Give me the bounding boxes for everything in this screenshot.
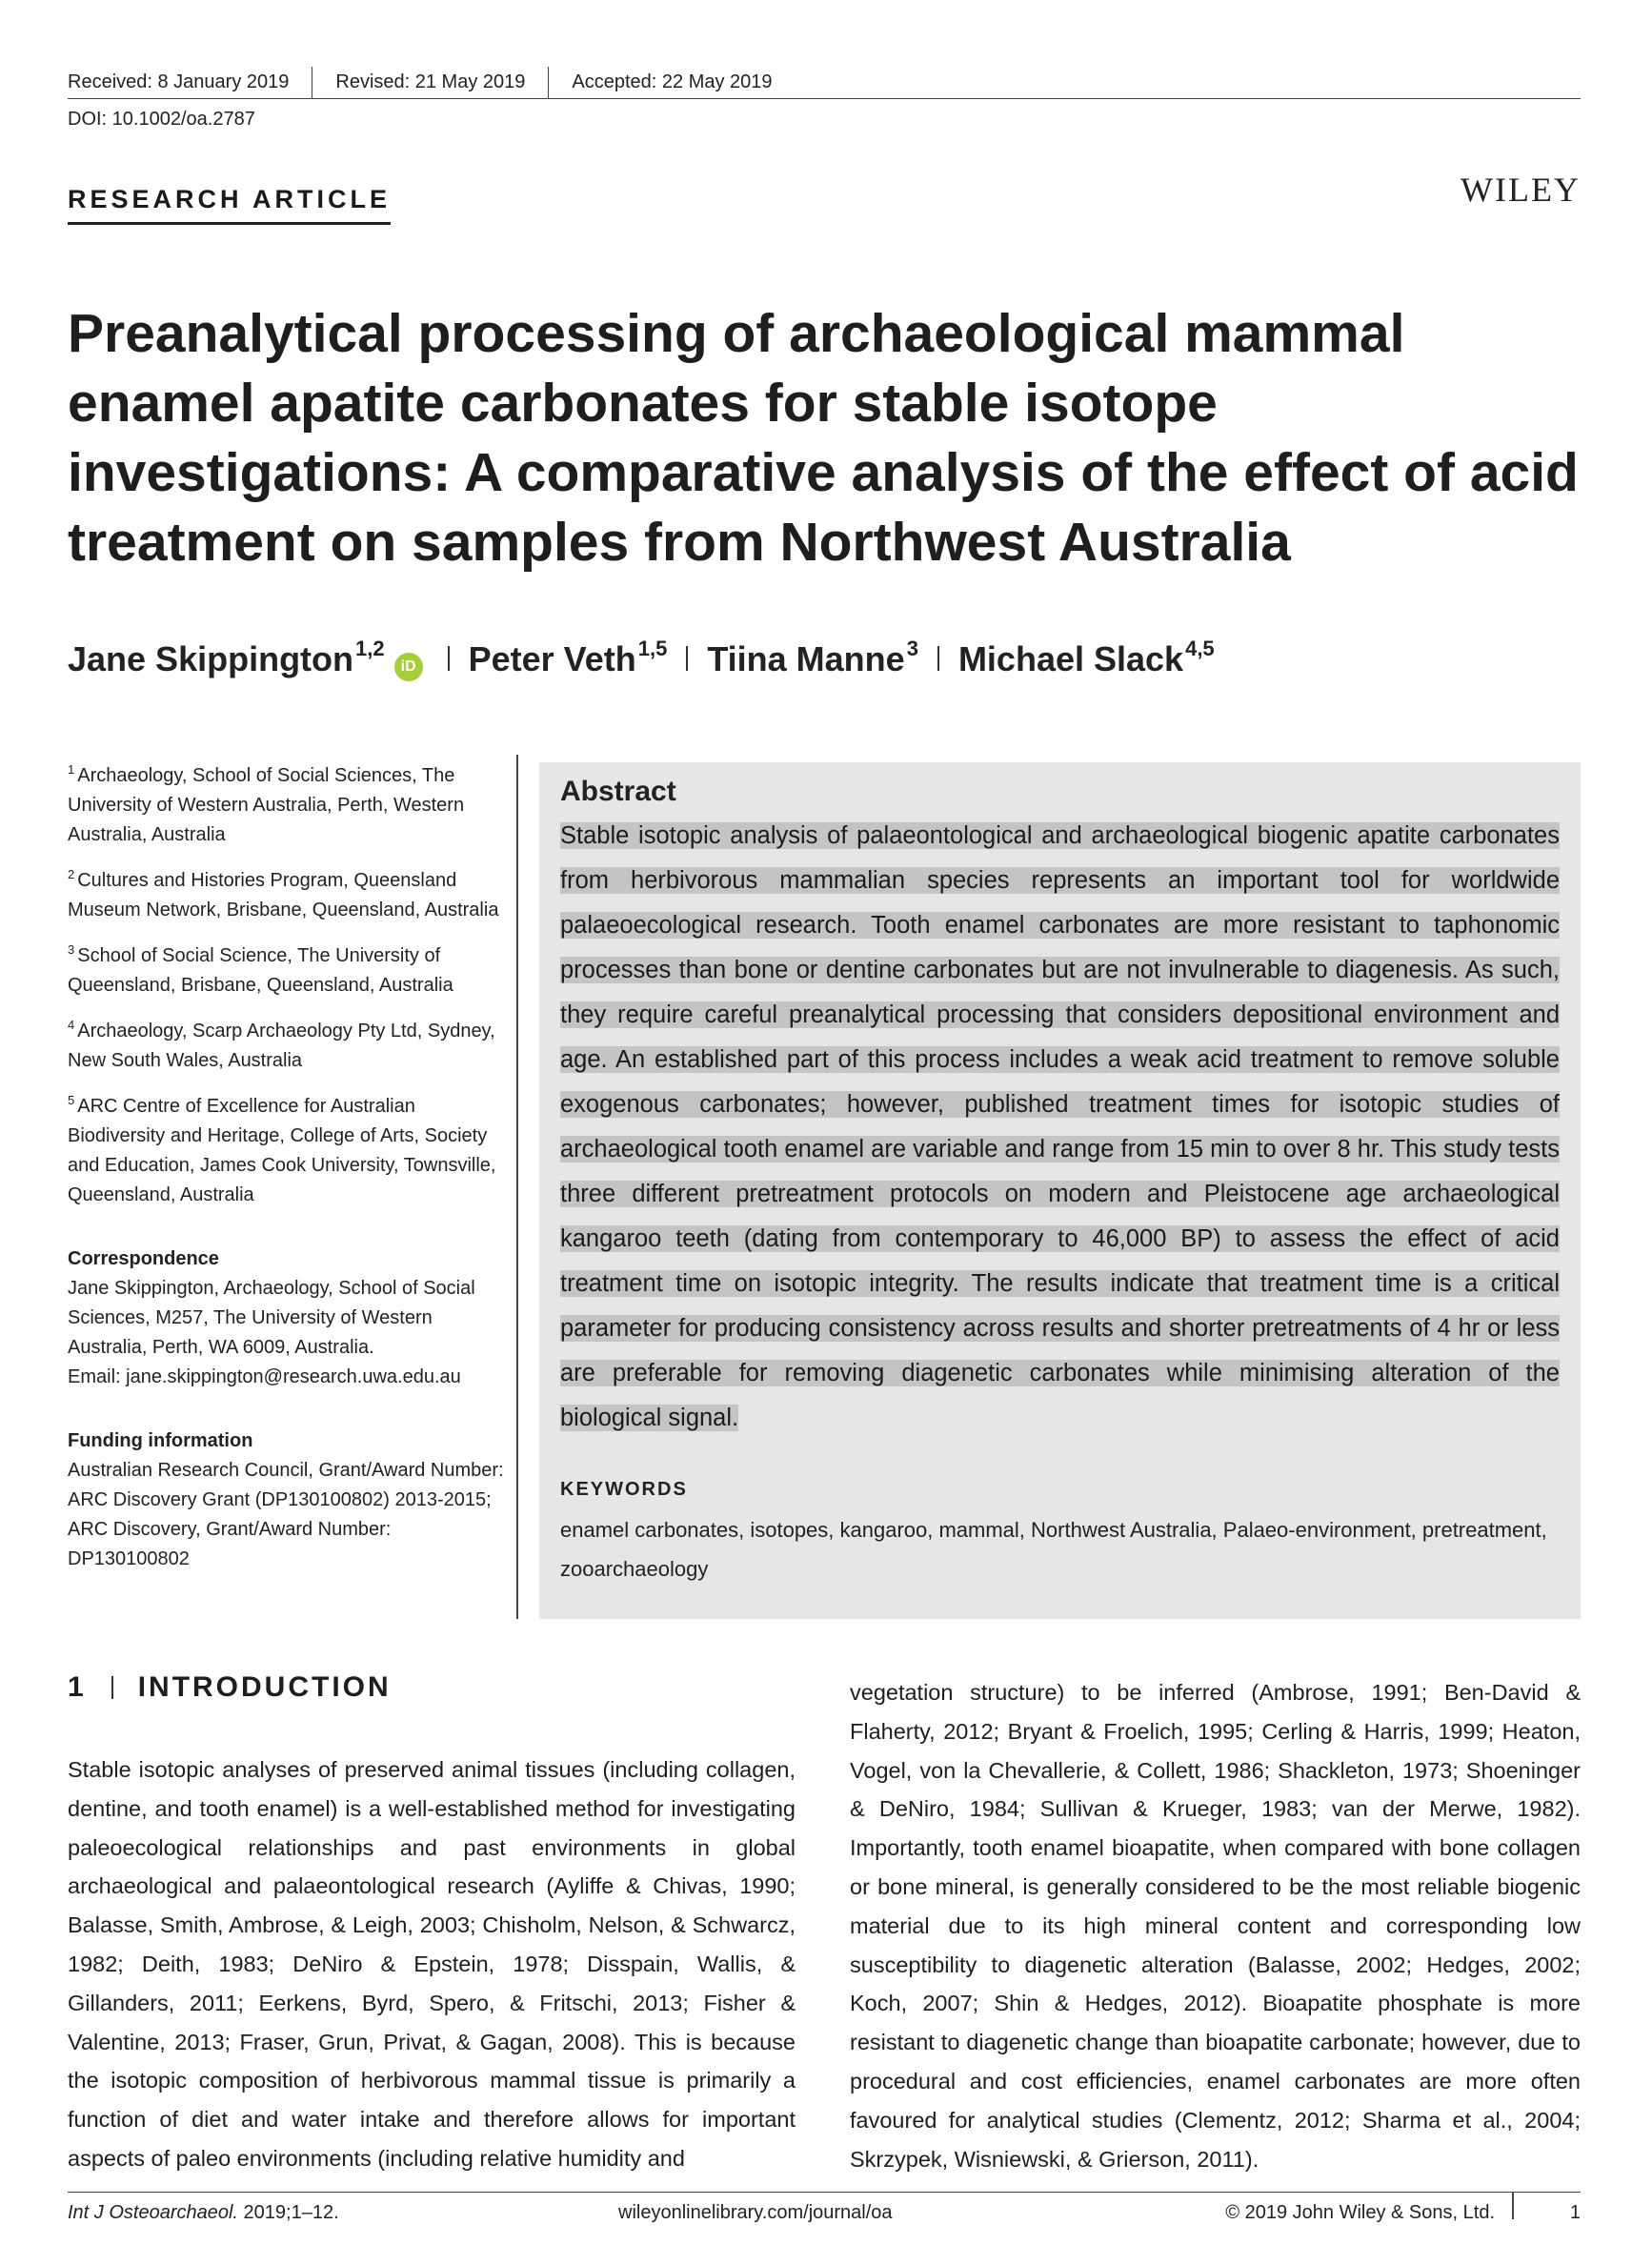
article-metadata bbox=[68, 67, 1581, 131]
correspondence-heading: Correspondence bbox=[68, 1248, 219, 1269]
abstract-box bbox=[539, 762, 1581, 1619]
funding-heading: Funding information bbox=[68, 1430, 253, 1451]
body-column-left: Stable isotopic analyses of preserved animal tissues (including collagen, dentine, and tooth enamel) is a well-established method for investigating paleoecological relationships and past environments in global archaeological and palaeontological research (Ayliffe & Chivas, 1990; Balasse, Smith, Ambrose, & Leigh, 2003; Chisholm, Nelson, & Schwarcz, 1982; Deith, 1983; DeNiro & Epstein, 1978; Disspain, Wallis, & Gillanders, 2011; Eerkens, Byrd, Spero, & Fritschi, 2013; Fisher & Valentine, 2013; Fraser, Grun, Privat, & Gagan, 2008). This is because the isotopic composition of herbivorous mammal tissue is primarily a function of diet and water intake and therefore allows for important aspects of paleo environments (including relative humidity and bbox=[68, 1757, 796, 2171]
author-list bbox=[68, 637, 1215, 681]
publisher-logo: WILEY bbox=[1461, 171, 1581, 209]
affiliation: $^2$ Cultures and Histories Program, Queensland Museum Network, Brisbane, Queensland, Australia bbox=[68, 867, 499, 920]
sidebar-divider bbox=[516, 755, 518, 1619]
author-name[interactable]: Michael Slack$^{4,5}$ bbox=[957, 637, 1215, 678]
author-name[interactable]: Jane Skippington$^{1,2}$ bbox=[68, 637, 385, 678]
author-separator bbox=[448, 646, 450, 671]
section-title: INTRODUCTION bbox=[137, 1671, 392, 1703]
affiliation: $^3$ School of Social Science, The University of Queensland, Brisbane, Queensland, Australia bbox=[68, 942, 453, 996]
body-column-right: vegetation structure) to be inferred (Ambrose, 1991; Ben-David & Flaherty, 2012; Bryant & Froelich, 1995; Cerling & Harris, 1999; Heaton, Vogel, von la Chevallerie, & Collett, 1986; Shackleton, 1973; Shoeninger & DeNiro, 1984; Sullivan & Krueger, 1983; van der Merwe, 1982). Importantly, tooth enamel bioapatite, when compared with bone collagen or bone mineral, is generally considered to be the most reliable biogenic material due to its high mineral content and corresponding low susceptibility to diagenetic alteration (Balasse, 2002; Hedges, 2002; Koch, 2007; Shin & Hedges, 2012). Bioapatite phosphate is more resistant to diagenetic change than bioapatite carbonate; however, due to procedural and cost efficiencies, enamel carbonates are more often favoured for analytical studies (Clementz, 2012; Sharma et al., 2004; Skrzypek, Wisniewski, & Grierson, 2011). bbox=[850, 1680, 1581, 2172]
copyright: © 2019 John Wiley & Sons, Ltd. bbox=[1225, 2202, 1495, 2223]
keywords-heading: KEYWORDS bbox=[560, 1479, 688, 1500]
section-separator bbox=[111, 1676, 113, 1699]
affiliation: $^1$ Archaeology, School of Social Sciences, The University of Western Australia, Perth, Western Australia, Australia bbox=[68, 762, 465, 845]
journal-citation: Int J Osteoarchaeol. 2019;1–12. bbox=[68, 2202, 339, 2223]
sidebar bbox=[68, 755, 515, 1574]
author-separator bbox=[686, 646, 688, 671]
abstract-heading: Abstract bbox=[560, 776, 676, 807]
orcid-icon[interactable]: iD bbox=[394, 653, 423, 681]
author-name[interactable]: Tiina Manne$^3$ bbox=[707, 637, 918, 678]
affiliation: $^4$ Archaeology, Scarp Archaeology Pty Ltd, Sydney, New South Wales, Australia bbox=[68, 1018, 495, 1071]
page-number: 1 bbox=[1569, 2202, 1581, 2223]
footer-divider bbox=[1512, 2193, 1514, 2219]
keywords-list: enamel carbonates, isotopes, kangaroo, mammal, Northwest Australia, Palaeo-environment, pretreatment, zooarchaeology bbox=[560, 1518, 1547, 1581]
author-separator bbox=[937, 646, 939, 671]
article-dates bbox=[68, 67, 1581, 99]
abstract-text: Stable isotopic analysis of palaeontological and archaeological biogenic apatite carbonates from herbivorous mammalian species represents an important tool for worldwide palaeoecological research. Tooth enamel carbonates are more resistant to taphonomic processes than bone or dentine carbonates but are not invulnerable to diagenesis. As such, they require careful preanalytical processing that considers depositional environment and age. An established part of this process includes a weak acid treatment to remove soluble exogenous carbonates; however, published treatment times for isotopic studies of archaeological tooth enamel are variable and range from 15 min to over 8 hr. This study tests three different pretreatment protocols on modern and Pleistocene age archaeological kangaroo teeth (dating from contemporary to 46,000 BP) to assess the effect of acid treatment time on isotopic integrity. The results indicate that treatment time is a critical parameter for producing consistency across results and shorter pretreatments of 4 hr or less are preferable for removing diagenetic carbonates while minimising alteration of the biological signal. bbox=[560, 822, 1560, 1431]
affiliation: $^5$ ARC Centre of Excellence for Australian Biodiversity and Heritage, College of Arts, Society and Education, James Cook University, Townsville, Queensland, Australia bbox=[68, 1093, 496, 1205]
article-title: Preanalytical processing of archaeological mammal enamel apatite carbonates for stable isotope investigations: A comparative analysis of the effect of acid treatment on samples from Northwest Australia bbox=[68, 303, 1579, 573]
journal-url[interactable]: wileyonlinelibrary.com/journal/oa bbox=[618, 2202, 893, 2223]
correspondence-email[interactable]: Email: jane.skippington@research.uwa.edu.au bbox=[68, 1366, 461, 1387]
revised-date: Revised: 21 May 2019 bbox=[312, 67, 548, 98]
received-date: Received: 8 January 2019 bbox=[68, 71, 290, 92]
correspondence-text: Jane Skippington, Archaeology, School of Social Sciences, M257, The University of Western Australia, Perth, WA 6009, Australia. bbox=[68, 1278, 475, 1358]
funding-text: Australian Research Council, Grant/Award Number: ARC Discovery Grant (DP130100802) 2013-2015; ARC Discovery, Grant/Award Number: DP130100802 bbox=[68, 1460, 504, 1569]
author-name[interactable]: Peter Veth$^{1,5}$ bbox=[468, 637, 668, 678]
doi[interactable]: DOI: 10.1002/oa.2787 bbox=[68, 109, 255, 130]
page-footer bbox=[68, 2192, 1581, 2230]
section-number: 1 bbox=[68, 1671, 87, 1703]
article-type: RESEARCH ARTICLE bbox=[68, 185, 391, 225]
accepted-date: Accepted: 22 May 2019 bbox=[548, 67, 795, 98]
section-heading bbox=[68, 1671, 392, 1704]
